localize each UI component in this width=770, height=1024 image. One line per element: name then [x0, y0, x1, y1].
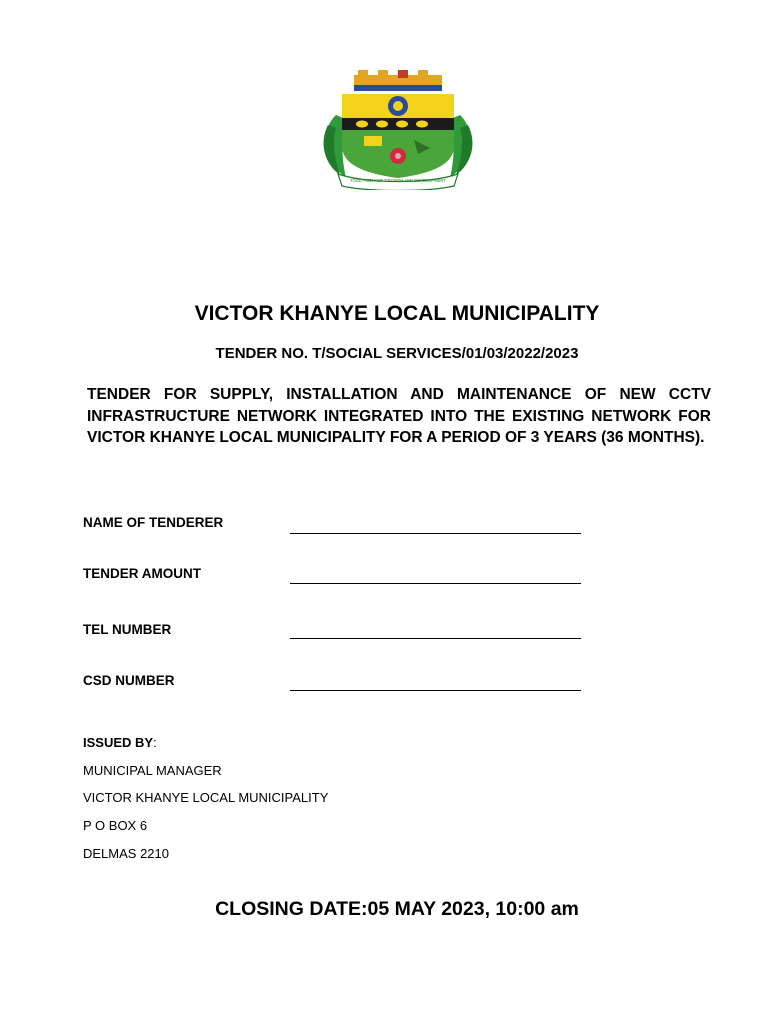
name-of-tenderer-label: NAME OF TENDERER: [83, 515, 224, 530]
issuer-city-code: DELMAS 2210: [83, 846, 169, 861]
closing-date: CLOSING DATE:05 MAY 2023, 10:00 am: [215, 898, 579, 920]
tel-number-label: TEL NUMBER: [83, 622, 172, 637]
tender-description: TENDER FOR SUPPLY, INSTALLATION AND MAINTENANCE OF NEW CCTV INFRASTRUCTURE NETWORK INTEGRATED INTO THE EXISTING NETWORK FOR VICTOR KHANYE LOCAL MUNICIPALITY FOR A PERIOD OF 3 YEARS (36 MONTHS).: [87, 386, 711, 446]
issued-by-heading: ISSUED BY:: [83, 735, 157, 750]
issuer-title: MUNICIPAL MANAGER: [83, 763, 222, 778]
name-of-tenderer-field[interactable]: [290, 533, 581, 534]
tel-number-field[interactable]: [290, 638, 581, 639]
tender-number: TENDER NO. T/SOCIAL SERVICES/01/03/2022/2023: [215, 345, 579, 362]
tender-amount-field[interactable]: [290, 583, 581, 584]
issuer-organisation: VICTOR KHANYE LOCAL MUNICIPALITY: [83, 790, 329, 805]
crest-motto: TOGETHER FOR GROWTH AND DEVELOPMENT: [349, 178, 447, 183]
municipal-crest-logo: [318, 70, 478, 190]
tender-amount-label: TENDER AMOUNT: [83, 566, 201, 581]
csd-number-label: CSD NUMBER: [83, 673, 175, 688]
issuer-po-box: P O BOX 6: [83, 818, 148, 833]
csd-number-field[interactable]: [290, 690, 581, 691]
page-title: VICTOR KHANYE LOCAL MUNICIPALITY: [194, 302, 600, 325]
